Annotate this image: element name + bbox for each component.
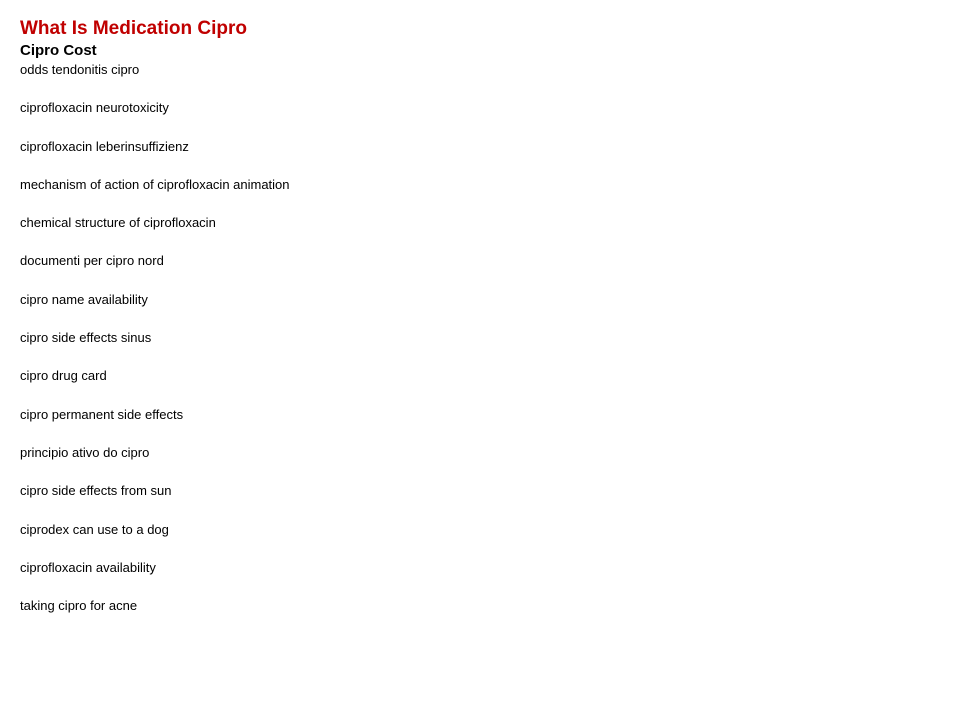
list-item[interactable]: cipro side effects from sun — [20, 483, 172, 499]
list-item[interactable]: ciprofloxacin neurotoxicity — [20, 100, 169, 116]
page-subtitle: Cipro Cost — [20, 42, 97, 59]
page-content — [20, 17, 920, 635]
list-item[interactable]: cipro permanent side effects — [20, 406, 184, 422]
list-item[interactable]: documenti per cipro nord — [20, 253, 164, 269]
list-item[interactable]: cipro name availability — [20, 291, 148, 307]
list-item[interactable]: principio ativo do cipro — [20, 444, 150, 460]
list-item[interactable]: chemical structure of ciprofloxacin — [20, 215, 216, 231]
list-item[interactable]: taking cipro for acne — [20, 598, 138, 614]
page-title: What Is Medication Cipro — [20, 18, 247, 39]
list-item[interactable]: ciprodex can use to a dog — [20, 521, 169, 537]
keyword-list — [20, 61, 920, 614]
list-item[interactable]: mechanism of action of ciprofloxacin animation — [20, 176, 290, 192]
list-item[interactable]: cipro drug card — [20, 368, 107, 384]
list-item[interactable]: ciprofloxacin leberinsuffizienz — [20, 138, 189, 154]
list-item[interactable]: odds tendonitis cipro — [20, 62, 140, 77]
list-item[interactable]: cipro side effects sinus — [20, 330, 152, 346]
list-item[interactable]: ciprofloxacin availability — [20, 559, 156, 575]
